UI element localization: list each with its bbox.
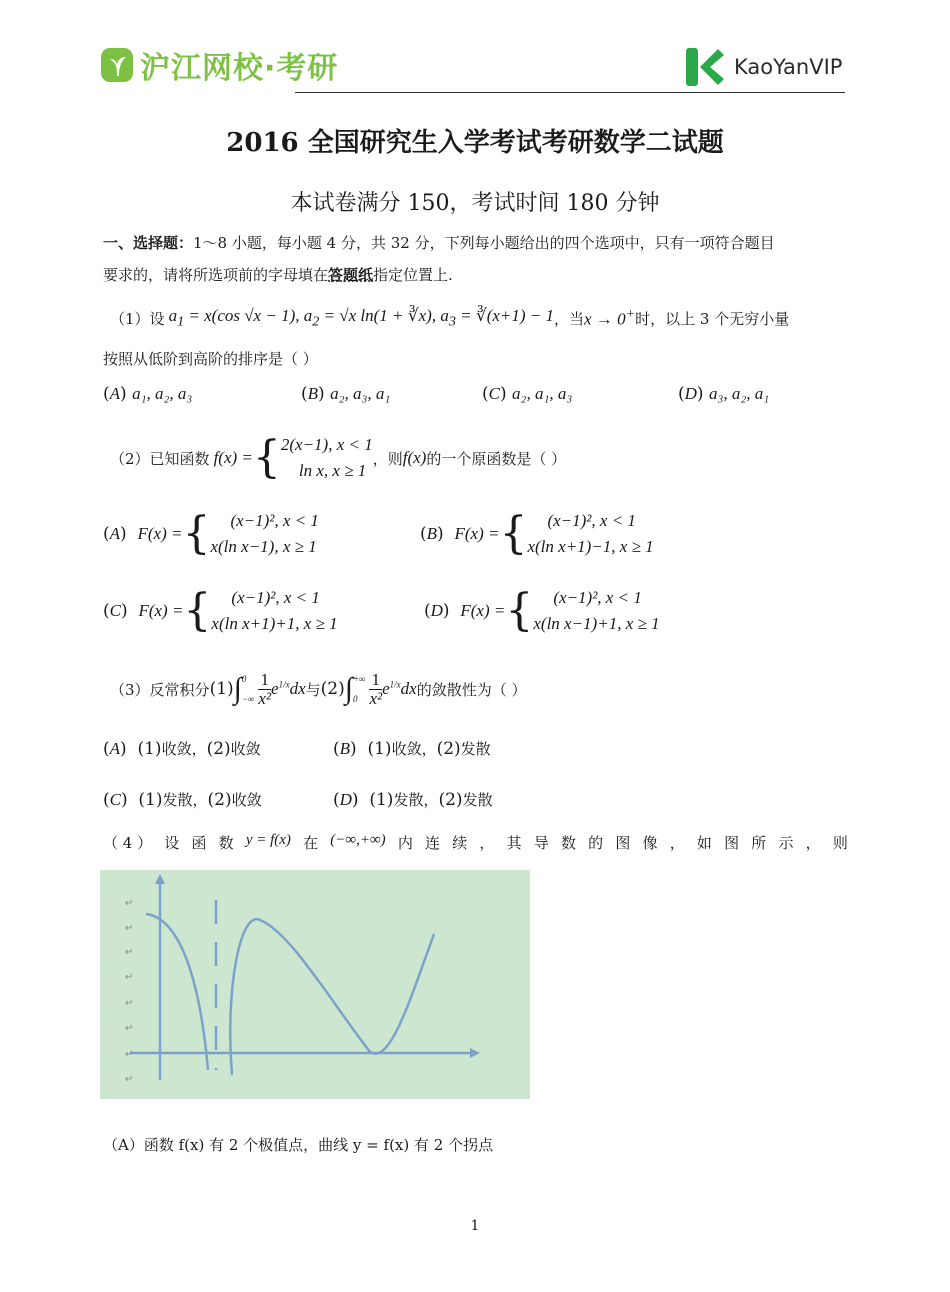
q4-token: 的 <box>588 834 604 852</box>
q4-token: 续 <box>452 834 468 852</box>
question-4 <box>103 832 848 853</box>
question-1 <box>110 306 789 330</box>
left-branch <box>146 914 208 1070</box>
svg-text:↵: ↵ <box>125 923 134 934</box>
svg-text:↵: ↵ <box>125 998 134 1009</box>
q4-token: 函 <box>191 834 207 852</box>
q4-token: y = f(x) <box>245 832 291 848</box>
q1-post2: 时，以上 3 个无穷小量 <box>635 309 790 328</box>
section-intro: 1～8 小题，每小题 4 分，共 32 分，下列每小题给出的四个选项中，只有一项符合题目 <box>193 234 775 252</box>
q4-token: (−∞,+∞) <box>330 832 386 848</box>
question-2: （2） 已知函数 f(x) = { 2(x−1), x < 1 ln x, x ≥ 1 ，则 f(x) 的一个原函数是（ ） <box>110 432 567 483</box>
y-axis-arrow <box>155 874 165 884</box>
partner-name: KaoYanVIP <box>734 55 843 79</box>
section-heading: 一、选择题： <box>103 234 194 252</box>
q2-post: 的一个原函数是（ ） <box>426 449 567 468</box>
answer-sheet-emphasis: 答题纸 <box>328 266 374 284</box>
x-axis-arrow <box>470 1048 480 1058</box>
q4-token: 导 <box>533 834 549 852</box>
return-marks <box>125 898 133 1085</box>
q3-integral-1: ∫ 0 −∞ 1 x² $e^{1/x}dx$ <box>233 669 306 708</box>
q1-line2: 按照从低阶到高阶的排序是（ ） <box>103 350 318 368</box>
q4-token: ， <box>669 834 685 852</box>
q3-option-c: (C) (1)发散，(2)收敛 <box>103 790 262 810</box>
q4-token: 图 <box>615 834 631 852</box>
q4-token: 数 <box>560 834 576 852</box>
q4-token: 连 <box>425 834 441 852</box>
partner-logo <box>684 46 842 88</box>
question-number: （1） <box>110 309 150 328</box>
q4-token: 设 <box>164 834 180 852</box>
q1-limit: x → 0+ <box>584 306 636 330</box>
section-intro-line1 <box>103 232 775 253</box>
q4-token: ， <box>805 834 821 852</box>
q4-token: 数 <box>218 834 234 852</box>
q2-case1: 2(x−1), x < 1 <box>280 435 373 454</box>
q2-case2: ln x, x ≥ 1 <box>298 461 367 480</box>
q4-option-a: （A）函数 f(x) 有 2 个极值点，曲线 y = f(x) 有 2 个拐点 <box>103 1136 494 1154</box>
q4-token: 内 <box>397 834 413 852</box>
q1-prefix: 设 <box>149 309 165 328</box>
section-intro-line2 <box>103 264 453 285</box>
q3-option-a: (A) (1)收敛，(2)收敛 <box>103 739 261 759</box>
q1-formula: $a_1 = x(\cos$ √x − 1), $a_2 = √x$ ln(1 + ∛x), $a_3$ = ∛(x+1) − 1 <box>168 306 555 330</box>
svg-text:↵: ↵ <box>125 898 134 909</box>
q4-token: 图 <box>724 834 740 852</box>
brand-logo <box>100 42 338 88</box>
svg-text:↵: ↵ <box>125 947 134 958</box>
q4-token: 所 <box>751 834 767 852</box>
q4-token: 如 <box>696 834 712 852</box>
svg-text:↵: ↵ <box>125 1023 134 1034</box>
intro-text-c: 指定位置上. <box>373 266 453 284</box>
svg-text:↵: ↵ <box>125 1049 134 1060</box>
q4-token: 像 <box>642 834 658 852</box>
q2-option-d: (D) F(x) = { (x−1)², x < 1 x(ln x−1)+1, x ≥ 1 <box>424 585 660 636</box>
q4-token: 则 <box>832 834 848 852</box>
q2-option-b: (B) F(x) = { (x−1)², x < 1 x(ln x+1)−1, x ≥ 1 <box>420 508 654 559</box>
question-3: （3） 反常积分 (1) ∫ 0 −∞ 1 x² $e^{1/x}dx$ 与 (2) ∫ +∞ 0 1 x² $e^{1/x}dx$ 的敛散性为（ ） <box>110 669 527 708</box>
q1-option-a: (A) a₁, a₂, a₃ <box>103 384 193 404</box>
q3-mid: 与 <box>305 680 321 699</box>
derivative-graph <box>100 870 530 1099</box>
q2-option-a: (A) F(x) = { (x−1)², x < 1 x(ln x−1), x ≥ 1 <box>103 508 319 559</box>
q1-option-c: (C) a₂, a₁, a₃ <box>482 384 573 404</box>
q4-token: 在 <box>303 834 319 852</box>
exam-subtitle: 本试卷满分 150，考试时间 180 分钟 <box>290 191 660 216</box>
q1-option-d: (D) a₃, a₂, a₁ <box>678 384 770 404</box>
question-number: （3） <box>110 680 150 699</box>
leaf-icon <box>100 46 134 84</box>
q3-prefix: 反常积分 <box>149 680 210 699</box>
q1-option-b: (B) a₂, a₃, a₁ <box>301 384 391 404</box>
brand-name: 沪江网校·考研 <box>140 51 339 86</box>
svg-text:↵: ↵ <box>125 1074 134 1085</box>
q1-post: ，当 <box>554 309 585 328</box>
kaoyan-k-icon <box>684 46 726 88</box>
q2-option-c: (C) F(x) = { (x−1)², x < 1 x(ln x+1)+1, x ≥ 1 <box>103 585 338 636</box>
q2-prefix: 已知函数 <box>149 449 210 468</box>
question-number: （2） <box>110 449 150 468</box>
q4-token: 其 <box>506 834 522 852</box>
intro-text-a: 要求的，请将所选项前的字母填在 <box>103 266 329 284</box>
right-branch <box>230 919 434 1075</box>
q3-option-b: (B) (1)收敛，(2)发散 <box>333 739 491 759</box>
q4-token: （ 4 ） <box>103 834 153 852</box>
svg-text:↵: ↵ <box>125 972 134 983</box>
q3-option-d: (D) (1)发散，(2)发散 <box>333 790 493 810</box>
header-divider <box>295 92 845 93</box>
derivative-graph-svg <box>100 870 530 1099</box>
q4-token: ， <box>479 834 495 852</box>
q4-token: 示 <box>778 834 794 852</box>
q3-post: 的敛散性为（ ） <box>416 680 527 699</box>
exam-title: 2016 全国研究生入学考试考研数学二试题 <box>226 128 724 158</box>
q3-integral-2: ∫ +∞ 0 1 x² $e^{1/x}dx$ <box>344 669 417 708</box>
q2-mid: ，则 <box>372 449 403 468</box>
page-number: 1 <box>470 1218 480 1234</box>
